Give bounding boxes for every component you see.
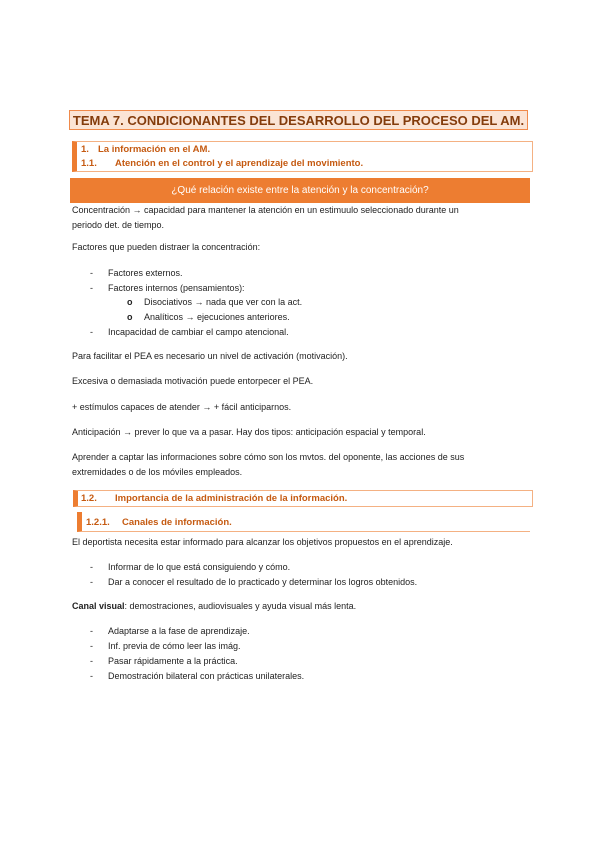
section-1-1-number: 1.1. xyxy=(81,158,97,169)
list-item: Factores externos. xyxy=(108,268,183,278)
list-bullet: - xyxy=(90,562,93,572)
list-item: Dar a conocer el resultado de lo practicado y determinar los logros obtenidos. xyxy=(108,577,418,587)
paragraph: Anticipación → prever lo que va a pasar. Hay dos tipos: anticipación espacial y temporal. xyxy=(72,427,426,437)
list-item: Adaptarse a la fase de aprendizaje. xyxy=(108,626,250,636)
sublist-item: Analíticos → ejecuciones anteriores. xyxy=(144,312,290,322)
paragraph: Para facilitar el PEA es necesario un nivel de activación (motivación). xyxy=(72,351,348,361)
section-1-2-1-heading: Canales de información. xyxy=(122,517,232,528)
section-1-1-heading: Atención en el control y el aprendizaje del movimiento. xyxy=(115,158,364,169)
section-1-heading: La información en el AM. xyxy=(98,144,211,155)
page-title: TEMA 7. CONDICIONANTES DEL DESARROLLO DEL PROCESO DEL AM. xyxy=(69,110,528,130)
paragraph: Excesiva o demasiada motivación puede entorpecer el PEA. xyxy=(72,376,314,386)
list-item: Demostración bilateral con prácticas unilaterales. xyxy=(108,671,305,681)
list-bullet: - xyxy=(90,327,93,337)
list-bullet: - xyxy=(90,671,93,681)
paragraph: El deportista necesita estar informado para alcanzar los objetivos propuestos en el aprendizaje. xyxy=(72,537,453,547)
section-1-number: 1. xyxy=(81,144,89,155)
bold-term: Canal visual xyxy=(72,601,125,611)
paragraph xyxy=(72,601,356,612)
list-item: Pasar rápidamente a la práctica. xyxy=(108,656,238,666)
list-item: Inf. previa de cómo leer las imág. xyxy=(108,641,241,651)
list-bullet: - xyxy=(90,577,93,587)
paragraph: + estímulos capaces de atender → + fácil anticiparnos. xyxy=(72,402,292,412)
paragraph: Concentración → capacidad para mantener la atención en un estimuulo seleccionado durante un xyxy=(72,205,459,215)
paragraph-rest: : demostraciones, audiovisuales y ayuda visual más lenta. xyxy=(124,601,357,611)
section-1-2-1-number: 1.2.1. xyxy=(86,517,110,528)
paragraph: extremidades o de los móviles empleados. xyxy=(72,467,243,477)
list-bullet: - xyxy=(90,641,93,651)
paragraph: periodo det. de tiempo. xyxy=(72,220,165,230)
question-banner: ¿Qué relación existe entre la atención y la concentración? xyxy=(70,178,530,203)
list-bullet: - xyxy=(90,283,93,293)
list-bullet: - xyxy=(90,656,93,666)
sublist-bullet: o xyxy=(127,297,133,307)
list-item: Informar de lo que está consiguiendo y cómo. xyxy=(108,562,291,572)
section-1-2-heading: Importancia de la administración de la información. xyxy=(115,493,348,504)
list-bullet: - xyxy=(90,626,93,636)
list-item: Factores internos (pensamientos): xyxy=(108,283,245,293)
sublist-bullet: o xyxy=(127,312,133,322)
paragraph: Factores que pueden distraer la concentración: xyxy=(72,242,261,252)
sublist-item: Disociativos → nada que ver con la act. xyxy=(144,297,303,307)
list-item: Incapacidad de cambiar el campo atencional. xyxy=(108,327,289,337)
paragraph: Aprender a captar las informaciones sobre cómo son los mvtos. del oponente, las acciones de sus xyxy=(72,452,465,462)
list-bullet: - xyxy=(90,268,93,278)
section-1-2-number: 1.2. xyxy=(81,493,97,504)
